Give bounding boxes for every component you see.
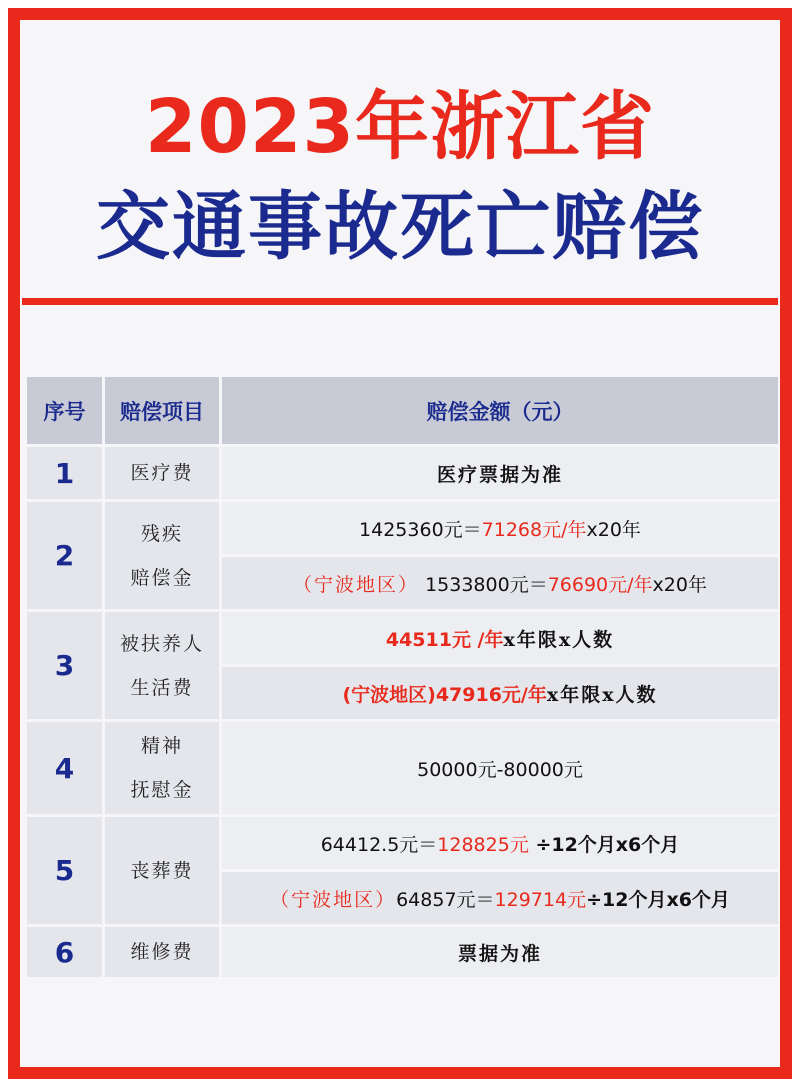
- row-item: [105, 722, 219, 814]
- table-row: [27, 927, 778, 977]
- amount-total: 64857元＝: [396, 888, 495, 911]
- item-label-line1: 精神: [140, 735, 183, 757]
- item-label: 维修费: [130, 941, 194, 963]
- header-no: 序号: [27, 377, 102, 444]
- region-label: （宁波地区）: [270, 888, 397, 911]
- amount-annual: 44511元 /年: [385, 628, 504, 651]
- item-label: 丧葬费: [130, 859, 194, 882]
- row-number: 5: [27, 817, 102, 924]
- amount-annual: 129714元: [494, 888, 587, 911]
- table-row: [27, 817, 778, 869]
- row-number: 4: [27, 722, 102, 814]
- item-label-line2: 生活费: [130, 676, 194, 699]
- table-row: [27, 447, 778, 499]
- row-amount-general: [222, 502, 778, 554]
- row-number: 2: [27, 502, 102, 609]
- table-header-row: [27, 377, 778, 444]
- row-amount-general: [222, 817, 778, 869]
- header-amount: 赔偿金额（元）: [222, 377, 778, 444]
- amount-annual: (宁波地区)47916元/年: [342, 683, 547, 706]
- compensation-table: [24, 374, 781, 980]
- amount-multiplier: x20年: [586, 518, 641, 541]
- item-label-line2: 抚慰金: [130, 779, 194, 801]
- page-frame: [8, 8, 792, 1079]
- row-amount: 票据为准: [222, 927, 778, 977]
- amount-formula: x年限x人数: [503, 628, 615, 651]
- amount-total: 1533800元＝: [419, 573, 548, 596]
- row-item: [105, 447, 219, 499]
- item-label: 医疗费: [130, 462, 194, 484]
- item-label-line2: 赔偿金: [130, 566, 194, 589]
- row-number: 1: [27, 447, 102, 499]
- row-amount: 50000元-80000元: [222, 722, 778, 814]
- amount-annual: 71268元/年: [481, 518, 587, 541]
- row-number: 3: [27, 612, 102, 719]
- row-amount-ningbo: [222, 557, 778, 609]
- row-item: [105, 612, 219, 719]
- row-item: [105, 817, 219, 924]
- amount-formula: ÷12个月x6个月: [528, 833, 680, 856]
- amount-total: 64412.5元＝: [320, 833, 438, 856]
- row-amount-general: [222, 612, 778, 664]
- amount-multiplier: x20年: [652, 573, 707, 596]
- row-amount-ningbo: [222, 667, 778, 719]
- row-number: 6: [27, 927, 102, 977]
- item-label-line1: 被扶养人: [119, 632, 204, 655]
- amount-total: 1425360元＝: [359, 518, 482, 541]
- row-item: [105, 927, 219, 977]
- table-row: [27, 502, 778, 554]
- amount-formula: ÷12个月x6个月: [586, 888, 730, 911]
- table-row: [27, 722, 778, 814]
- region-label: （宁波地区）: [293, 573, 420, 596]
- row-amount-ningbo: [222, 872, 778, 924]
- row-item: [105, 502, 219, 609]
- title-divider: [22, 298, 778, 305]
- amount-formula: x年限x人数: [546, 683, 658, 706]
- item-label-line1: 残疾: [140, 522, 183, 545]
- row-amount: 医疗票据为准: [222, 447, 778, 499]
- header-item: 赔偿项目: [105, 377, 219, 444]
- title-subject: 交通事故死亡赔偿: [96, 184, 704, 270]
- table-row: [27, 612, 778, 664]
- amount-annual: 76690元/年: [547, 573, 653, 596]
- title-year-province: 2023年浙江省: [145, 84, 655, 170]
- amount-annual: 128825元: [437, 833, 529, 856]
